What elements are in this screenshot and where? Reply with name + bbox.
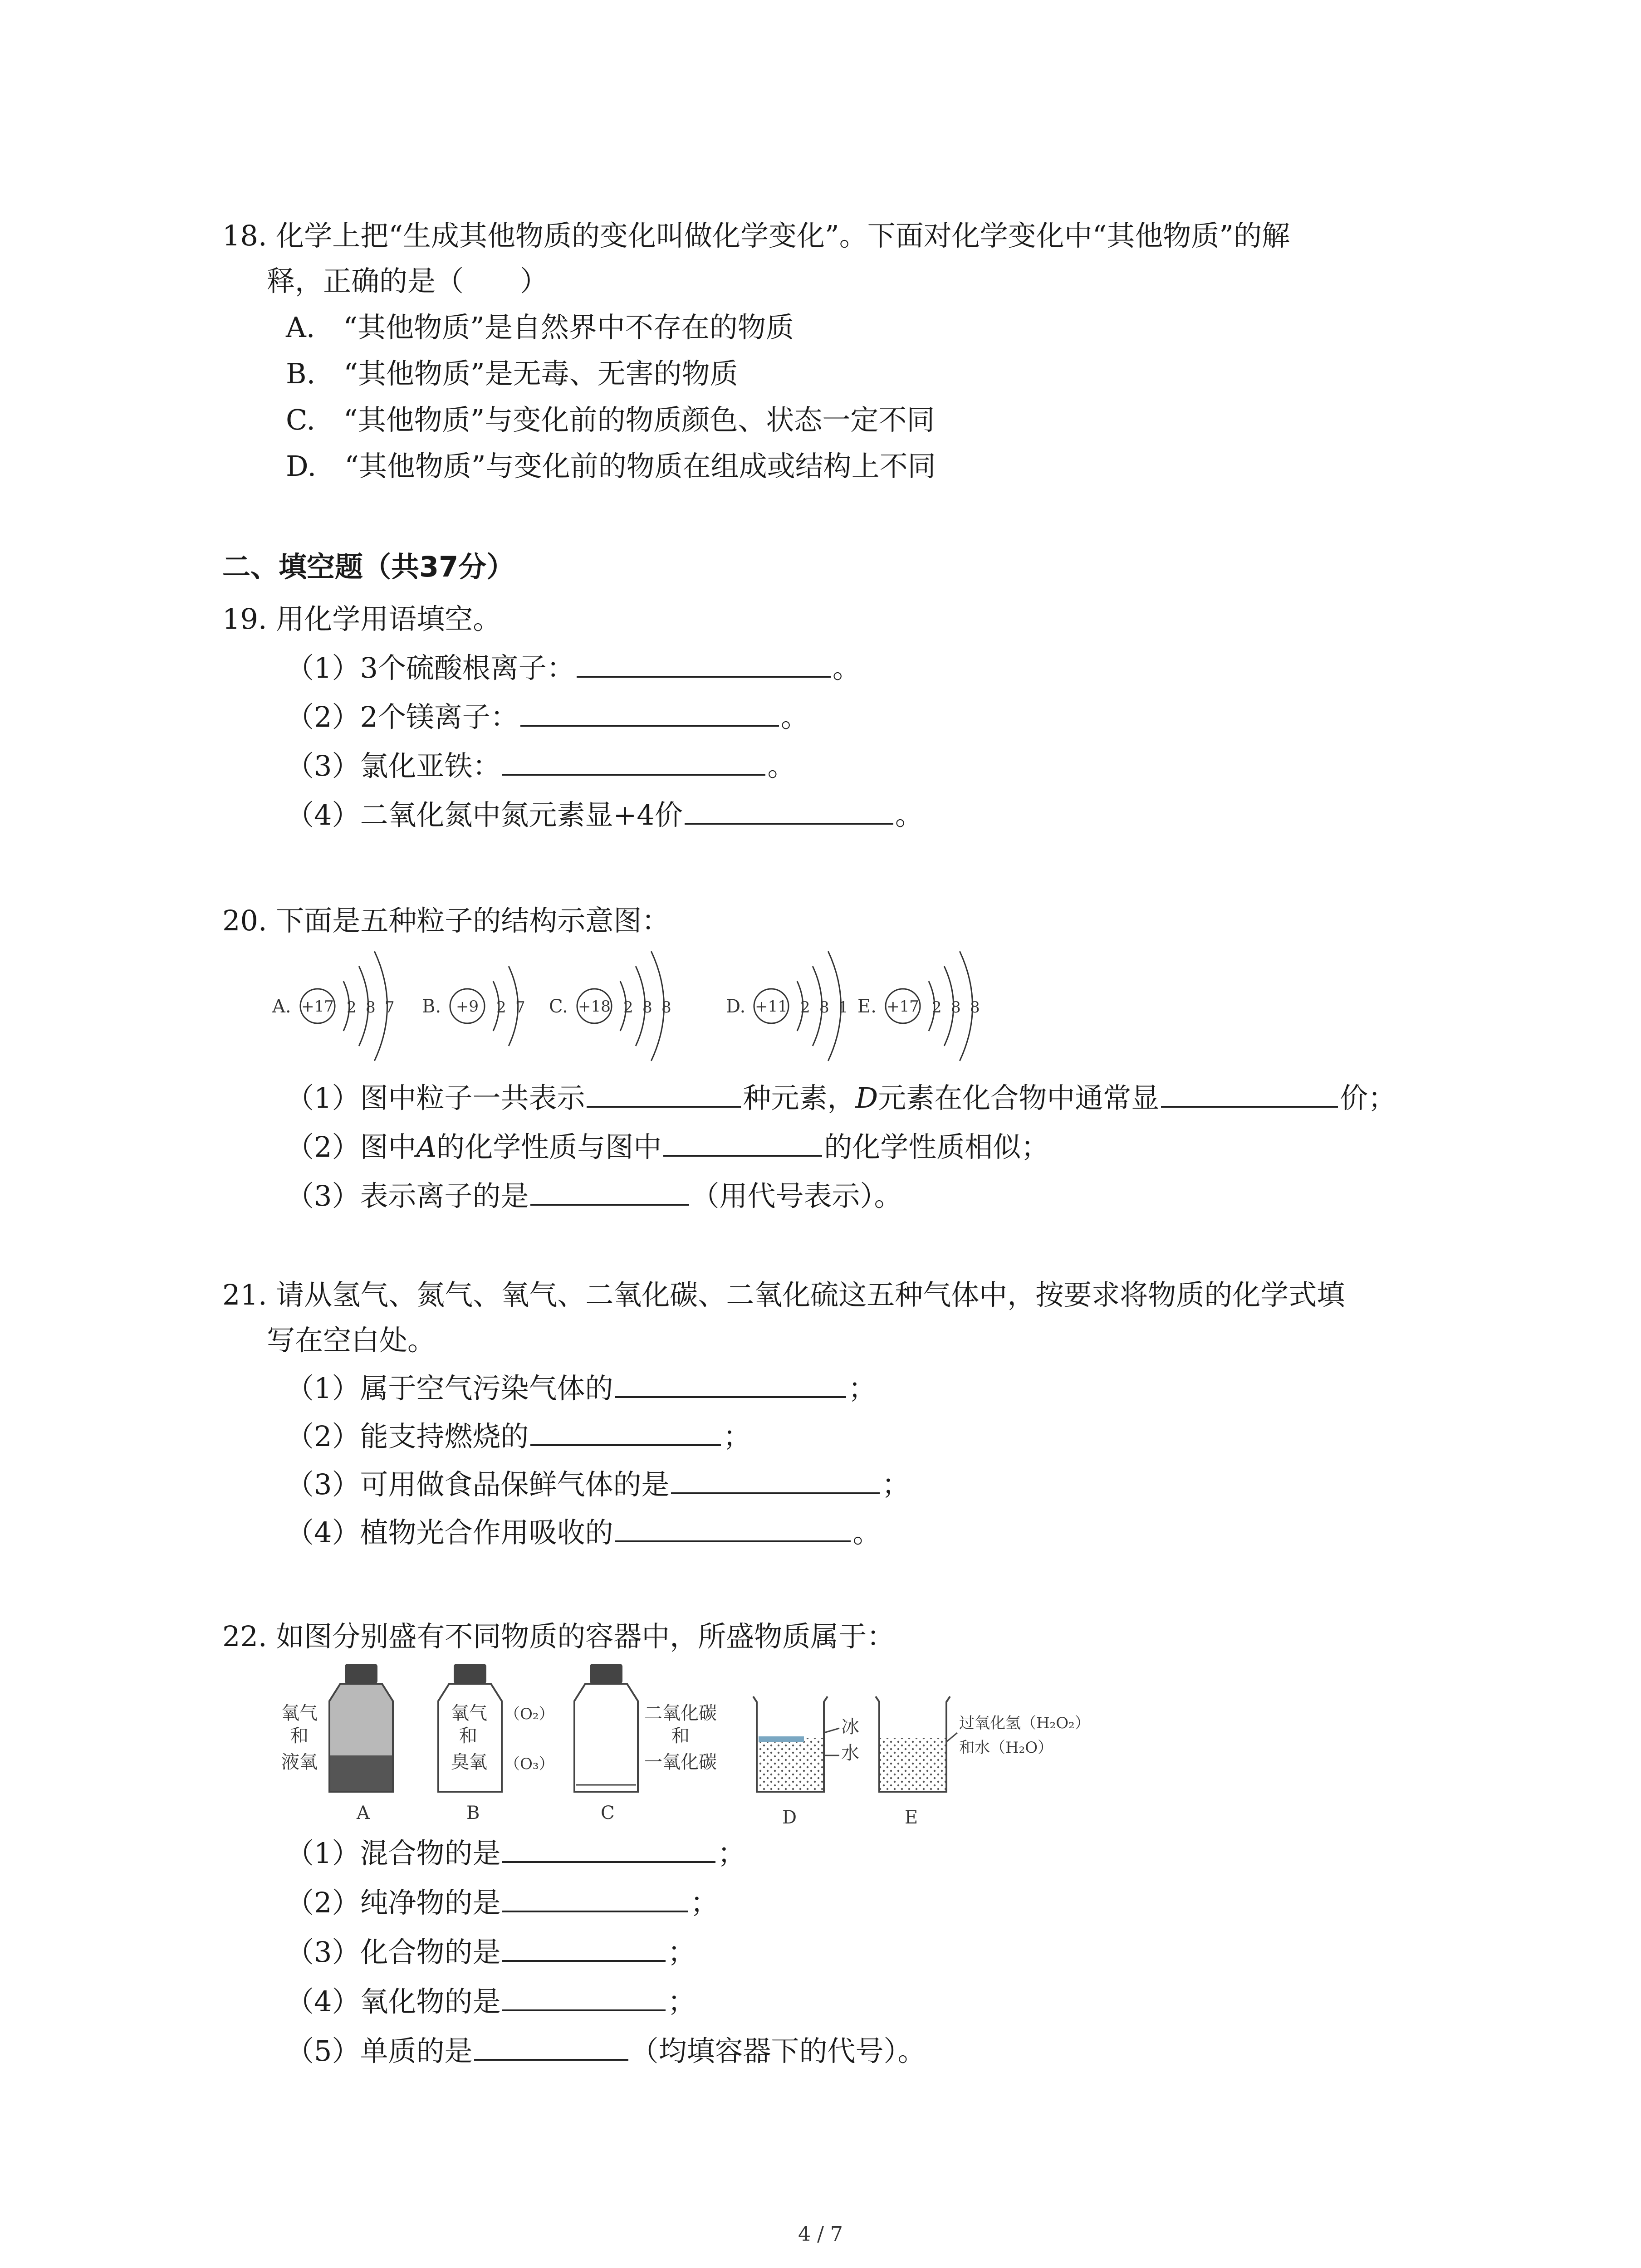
bottle-c — [574, 1664, 717, 1823]
electron-count: 8 — [819, 998, 829, 1017]
bottle-b-formula-2: （O₃） — [505, 1755, 554, 1773]
atomic-structure-diagrams — [272, 943, 980, 1089]
particle-c — [549, 951, 671, 1061]
answer-blank[interactable] — [502, 1934, 666, 1962]
q18-option-a: A. “其他物质”是自然界中不存在的物质 — [286, 311, 794, 344]
beaker-e-text-2: 和水（H₂O） — [959, 1739, 1053, 1757]
bottle-a-text-2: 和 — [290, 1725, 309, 1746]
bottle-b-label: B — [466, 1803, 480, 1823]
bottle-a-text-1: 氧气 — [281, 1703, 318, 1724]
q18-option-d: D. “其他物质”与变化前的物质在组成或结构上不同 — [286, 450, 936, 483]
nucleus-charge: +17 — [301, 997, 334, 1016]
particle-label: E. — [857, 996, 877, 1017]
page-number: 4 / 7 — [798, 2223, 843, 2246]
q21-line2: 写在空白处。 — [267, 1324, 436, 1357]
electron-count: 2 — [347, 998, 357, 1017]
answer-blank[interactable] — [615, 1514, 851, 1542]
nucleus-charge: +18 — [578, 997, 611, 1016]
answer-blank[interactable] — [671, 1466, 880, 1494]
q18-option-b: B. “其他物质”是无毒、无害的物质 — [286, 357, 738, 390]
electron-count: 8 — [661, 998, 671, 1017]
answer-blank[interactable] — [530, 1418, 721, 1446]
q19-stem: 19. 用化学用语填空。 — [222, 602, 501, 635]
q18-line2: 释，正确的是（ ） — [267, 264, 549, 298]
bottle-a-label: A — [357, 1803, 370, 1823]
bottle-b-text-3: 臭氧 — [451, 1752, 487, 1773]
beaker-d-label: D — [782, 1807, 797, 1828]
electron-count: 2 — [932, 998, 942, 1017]
q20-stem: 20. 下面是五种粒子的结构示意图： — [222, 904, 670, 937]
answer-blank[interactable] — [1161, 1080, 1338, 1108]
beaker-d — [753, 1696, 859, 1828]
particle-label: A. — [272, 996, 291, 1017]
q22-item-3: （3）化合物的是 ； — [286, 1934, 696, 1970]
particle-label: D. — [726, 996, 746, 1017]
electron-count: 2 — [496, 998, 506, 1017]
beaker-e-text-1: 过氧化氢（H₂O₂） — [959, 1714, 1090, 1732]
bottle-a — [281, 1664, 393, 1823]
q20-item-3: （3）表示离子的是 （用代号表示）。 — [286, 1178, 902, 1214]
electron-count: 7 — [385, 998, 395, 1017]
q20-item-2: （2）图中A的化学性质与图中 的化学性质相似； — [286, 1129, 1049, 1165]
bottle-b-text-2: 和 — [459, 1725, 477, 1746]
answer-blank[interactable] — [530, 1178, 689, 1206]
nucleus-charge: +17 — [887, 997, 919, 1016]
container-diagrams — [272, 1660, 1134, 1833]
q18-line1: 18. 化学上把“生成其他物质的变化叫做化学变化”。下面对化学变化中“其他物质”的解 — [222, 219, 1290, 252]
bottle-c-label: C — [601, 1803, 615, 1823]
answer-blank[interactable] — [685, 797, 893, 825]
beaker-d-text-1: 冰 — [841, 1716, 859, 1737]
electron-count: 8 — [951, 998, 961, 1017]
bottle-c-text-1: 二氧化碳 — [644, 1703, 717, 1724]
electron-count: 8 — [642, 998, 652, 1017]
q22-item-1: （1）混合物的是 ； — [286, 1835, 745, 1872]
q21-item-2: （2）能支持燃烧的 ； — [286, 1418, 751, 1455]
bottle-c-text-3: 一氧化碳 — [644, 1752, 717, 1773]
q19-item-3: （3）氯化亚铁： 。 — [286, 748, 795, 784]
q21-item-4: （4）植物光合作用吸收的 。 — [286, 1514, 881, 1551]
section-title: 二、填空题（共37分） — [222, 550, 515, 583]
answer-blank[interactable] — [577, 650, 831, 678]
bottle-a-text-3: 液氧 — [281, 1752, 318, 1773]
answer-blank[interactable] — [502, 748, 765, 776]
q21-line1: 21. 请从氢气、氮气、氧气、二氧化碳、二氧化硫这五种气体中，按要求将物质的化学式填 — [222, 1278, 1345, 1311]
electron-count: 2 — [800, 998, 810, 1017]
q18-option-c: C. “其他物质”与变化前的物质颜色、状态一定不同 — [286, 403, 935, 436]
q22-item-4: （4）氧化物的是 ； — [286, 1983, 696, 2020]
q20-item-1: （1）图中粒子一共表示 种元素，D元素在化合物中通常显 价； — [286, 1080, 1396, 1116]
answer-blank[interactable] — [502, 1835, 715, 1863]
answer-blank[interactable] — [502, 1983, 666, 2011]
beaker-e — [876, 1696, 1090, 1828]
particle-label: B. — [422, 996, 441, 1017]
electron-count: 2 — [623, 998, 633, 1017]
particle-d — [726, 951, 848, 1061]
particle-e — [857, 951, 980, 1061]
nucleus-charge: +11 — [755, 997, 788, 1016]
answer-blank[interactable] — [520, 699, 779, 727]
bottle-c-text-2: 和 — [671, 1725, 690, 1746]
particle-b — [422, 966, 525, 1046]
answer-blank[interactable] — [615, 1370, 846, 1398]
q22-item-5: （5）单质的是 （均填容器下的代号）。 — [286, 2033, 926, 2069]
bottle-b — [438, 1664, 554, 1823]
beaker-d-text-2: 水 — [841, 1743, 859, 1764]
beaker-e-label: E — [905, 1807, 918, 1828]
answer-blank[interactable] — [474, 2033, 628, 2061]
electron-count: 1 — [838, 998, 848, 1017]
electron-count: 8 — [970, 998, 980, 1017]
electron-count: 7 — [515, 998, 525, 1017]
answer-blank[interactable] — [502, 1884, 688, 1912]
bottle-b-formula-1: （O₂） — [505, 1705, 554, 1723]
electron-count: 8 — [366, 998, 376, 1017]
nucleus-charge: +9 — [456, 997, 479, 1016]
particle-label: C. — [549, 996, 568, 1017]
bottle-b-text-1: 氧气 — [451, 1703, 487, 1724]
q22-stem: 22. 如图分别盛有不同物质的容器中，所盛物质属于： — [222, 1620, 895, 1653]
answer-blank[interactable] — [587, 1080, 741, 1108]
q21-item-3: （3）可用做食品保鲜气体的是 ； — [286, 1466, 910, 1503]
q22-item-2: （2）纯净物的是 ； — [286, 1884, 718, 1921]
particle-a — [272, 951, 395, 1061]
answer-blank[interactable] — [663, 1129, 822, 1157]
q21-item-1: （1）属于空气污染气体的 ； — [286, 1370, 876, 1407]
q19-item-4: （4）二氧化氮中氮元素显+4价 。 — [286, 797, 923, 833]
q19-item-1: （1）3个硫酸根离子： 。 — [286, 650, 861, 686]
q19-item-2: （2）2个镁离子： 。 — [286, 699, 809, 735]
